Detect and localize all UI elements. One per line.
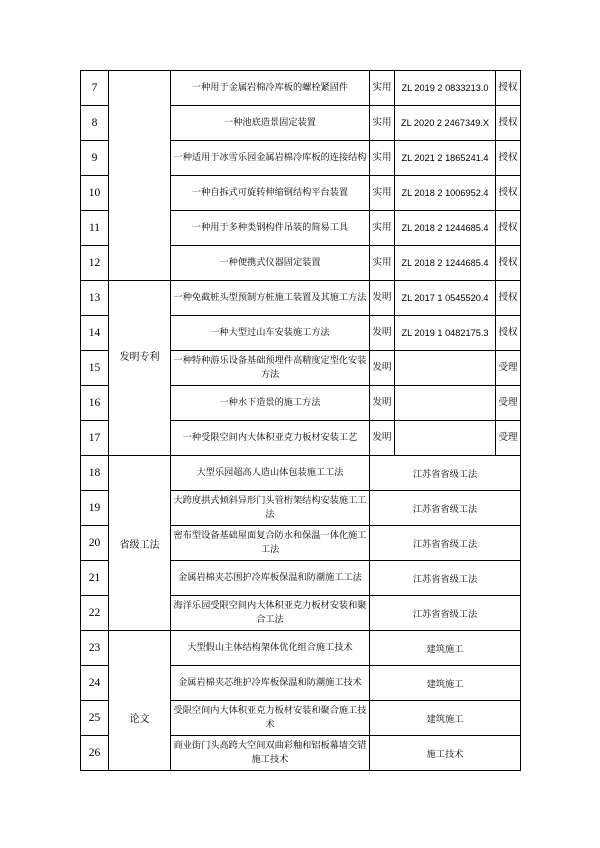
item-name: 一种便携式仪器固定装置 [171, 246, 370, 281]
category-cell-continued [109, 71, 171, 281]
patent-type: 发明 [370, 351, 395, 386]
item-name: 大型乐园超高人造山体包装施工工法 [171, 456, 370, 491]
item-name: 一种大型过山车安装施工方法 [171, 316, 370, 351]
table-row [81, 631, 521, 666]
item-name: 一种用于金属岩棉冷库板的螺栓紧固件 [171, 71, 370, 106]
achievements-table [80, 70, 521, 771]
item-name: 金属岩棉夹芯维护冷库板保温和防潮施工技术 [171, 666, 370, 701]
method-level: 江苏省省级工法 [370, 526, 521, 561]
patent-type: 发明 [370, 386, 395, 421]
patent-type: 实用 [370, 106, 395, 141]
patent-type: 实用 [370, 211, 395, 246]
patent-status: 授权 [496, 316, 521, 351]
patent-number: ZL 2021 2 1865241.4 [395, 141, 496, 176]
patent-type: 发明 [370, 316, 395, 351]
paper-journal: 建筑施工 [370, 631, 521, 666]
item-name: 一种受限空间内大体积亚克力板材安装工艺 [171, 421, 370, 456]
row-number: 25 [81, 701, 109, 736]
patent-number-empty [395, 386, 496, 421]
patent-type: 实用 [370, 246, 395, 281]
item-name: 一种水下造景的施工方法 [171, 386, 370, 421]
row-number: 20 [81, 526, 109, 561]
patent-number: ZL 2018 2 1006952.4 [395, 176, 496, 211]
item-name: 一种自拆式可旋转伸缩钢结构平台装置 [171, 176, 370, 211]
method-level: 江苏省省级工法 [370, 491, 521, 526]
patent-type: 发明 [370, 281, 395, 316]
row-number: 8 [81, 106, 109, 141]
table-row [81, 281, 521, 316]
row-number: 19 [81, 491, 109, 526]
patent-status: 授权 [496, 141, 521, 176]
row-number: 7 [81, 71, 109, 106]
patent-number: ZL 2019 2 0833213.0 [395, 71, 496, 106]
row-number: 15 [81, 351, 109, 386]
row-number: 12 [81, 246, 109, 281]
paper-journal: 施工技术 [370, 736, 521, 771]
patent-number: ZL 2020 2 2467349.X [395, 106, 496, 141]
row-number: 24 [81, 666, 109, 701]
method-level: 江苏省省级工法 [370, 456, 521, 491]
patent-number: ZL 2017 1 0545520.4 [395, 281, 496, 316]
item-name: 大跨度拱式倾斜异形门头管桁架结构安装施工工法 [171, 491, 370, 526]
row-number: 11 [81, 211, 109, 246]
row-number: 14 [81, 316, 109, 351]
row-number: 18 [81, 456, 109, 491]
item-name: 一种特种游乐设备基础预埋件高精度定型化安装方法 [171, 351, 370, 386]
row-number: 22 [81, 596, 109, 631]
item-name: 商业街门头高跨大空间双曲彩釉和铝板幕墙交错施工技术 [171, 736, 370, 771]
item-name: 海洋乐园受限空间内大体积亚克力板材安装和聚合工法 [171, 596, 370, 631]
patent-status: 授权 [496, 211, 521, 246]
category-provincial-method: 省级工法 [109, 456, 171, 631]
patent-number-empty [395, 351, 496, 386]
patent-status: 授权 [496, 176, 521, 211]
row-number: 21 [81, 561, 109, 596]
row-number: 17 [81, 421, 109, 456]
table-row [81, 71, 521, 106]
row-number: 13 [81, 281, 109, 316]
patent-status: 受理 [496, 351, 521, 386]
row-number: 26 [81, 736, 109, 771]
row-number: 16 [81, 386, 109, 421]
patent-type: 实用 [370, 71, 395, 106]
patent-status: 授权 [496, 71, 521, 106]
item-name: 受限空间内大体积亚克力板材安装和聚合施工技术 [171, 701, 370, 736]
patent-number: ZL 2018 2 1244685.4 [395, 211, 496, 246]
patent-status: 授权 [496, 281, 521, 316]
row-number: 10 [81, 176, 109, 211]
category-invention-patent: 发明专利 [109, 281, 171, 456]
patent-type: 实用 [370, 176, 395, 211]
table-row [81, 456, 521, 491]
patent-status: 受理 [496, 421, 521, 456]
patent-status: 授权 [496, 106, 521, 141]
item-name: 一种免截桩头型预制方桩施工装置及其施工方法 [171, 281, 370, 316]
row-number: 9 [81, 141, 109, 176]
item-name: 金属岩棉夹芯围护冷库板保温和防潮施工工法 [171, 561, 370, 596]
category-paper: 论文 [109, 631, 171, 771]
item-name: 密布型设备基础屋面复合防水和保温一体化施工工法 [171, 526, 370, 561]
item-name: 一种用于多种类钢构件吊装的简易工具 [171, 211, 370, 246]
paper-journal: 建筑施工 [370, 701, 521, 736]
patent-type: 发明 [370, 421, 395, 456]
item-name: 大型假山主体结构架体优化组合施工技术 [171, 631, 370, 666]
patent-status: 受理 [496, 386, 521, 421]
item-name: 一种池底造景固定装置 [171, 106, 370, 141]
row-number: 23 [81, 631, 109, 666]
patent-type: 实用 [370, 141, 395, 176]
method-level: 江苏省省级工法 [370, 596, 521, 631]
patent-number: ZL 2019 1 0482175.3 [395, 316, 496, 351]
patent-number-empty [395, 421, 496, 456]
patent-number: ZL 2018 2 1244685.4 [395, 246, 496, 281]
method-level: 江苏省省级工法 [370, 561, 521, 596]
paper-journal: 建筑施工 [370, 666, 521, 701]
item-name: 一种适用于冰雪乐园金属岩棉冷库板的连接结构 [171, 141, 370, 176]
patent-status: 授权 [496, 246, 521, 281]
